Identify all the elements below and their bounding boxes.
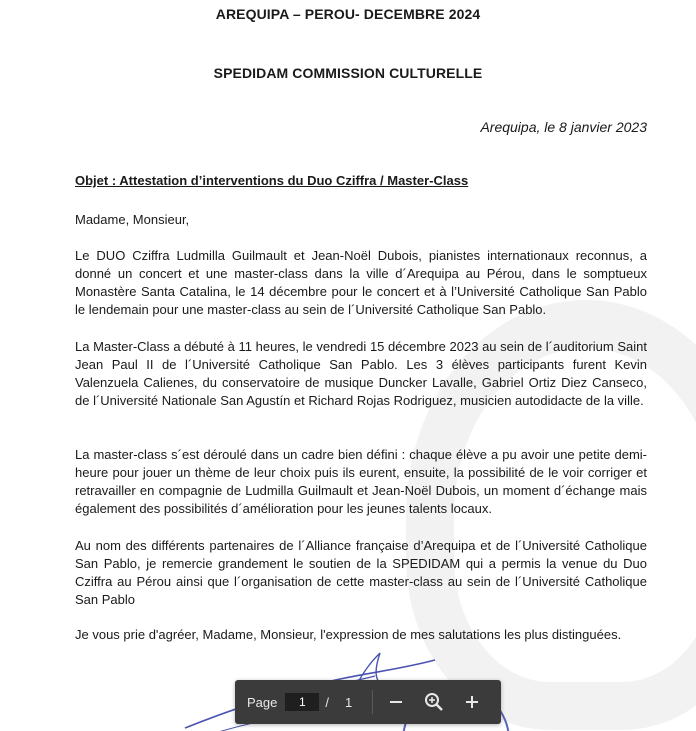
page-separator: /	[325, 694, 329, 710]
minus-icon	[388, 694, 404, 710]
zoom-out-button[interactable]	[381, 687, 411, 717]
pdf-viewer-toolbar	[235, 680, 501, 724]
zoom-fit-button[interactable]	[419, 687, 449, 717]
header-commission: SPEDIDAM COMMISSION CULTURELLE	[213, 65, 483, 81]
salutation: Madame, Monsieur,	[75, 212, 190, 227]
total-pages: 1	[345, 694, 353, 710]
paragraph-1: Le DUO Cziffra Ludmilla Guilmault et Jean-Noël Dubois, pianistes internationaux reconnus, a donné un concert et une master-class dans la ville d´Arequipa au Pérou, dans le somptueux Monastère Santa Catalina, le 14 décembre pour le concert et à l’Université Catholique San Pablo le lendemain pour une master-class au sein de l´Université Catholique San Pablo.	[75, 248, 647, 317]
header-location-date: AREQUIPA – PEROU- DECEMBRE 2024	[215, 6, 481, 22]
paragraph-2: La Master-Class a débuté à 11 heures, le vendredi 15 décembre 2023 au sein de l´auditorium Saint Jean Paul II de l´Université Catholique San Pablo. Les 3 élèves participants furent Kevin Valenzuela Calienes, du conservatoire de musique Duncker Lavalle, Gabriel Ortiz Diez Canseco, de l´Université Nationale San Agustín et Richard Rojas Rodriguez, musicien autodidacte de la ville.	[75, 339, 647, 408]
magnifier-icon	[424, 692, 444, 712]
closing-formula: Je vous prie d'agréer, Madame, Monsieur, l'expression de mes salutations les plus distinguées.	[75, 627, 622, 642]
plus-icon	[464, 694, 480, 710]
paragraph-3: La master-class s´est déroulé dans un cadre bien défini : chaque élève a pu avoir une petite demi-heure pour jouer un thème de leur choix puis ils eurent, ensuite, la possibilité de le voir corriger et retravailler en compagnie de Ludmilla Guilmault et Jean-Noël Dubois, un moment d´échange mais également des possibilités d´amélioration pour les jeunes talents locaux.	[75, 447, 647, 516]
toolbar-divider	[372, 690, 373, 714]
zoom-in-button[interactable]	[457, 687, 487, 717]
page-label: Page	[247, 694, 278, 710]
paragraph-4: Au nom des différents partenaires de l´Alliance française d’Arequipa et de l´Université Catholique San Pablo, je remercie grandement le soutien de la SPEDIDAM qui a permis la venue du Duo Cziffra au Pérou ainsi que l´organisation de cette master-class au sein de l´Université Catholique San Pablo	[75, 538, 647, 607]
place-date: Arequipa, le 8 janvier 2023	[480, 119, 647, 135]
page-number-input[interactable]	[285, 693, 319, 711]
letter-object: Objet : Attestation d’interventions du Duo Cziffra / Master-Class	[75, 173, 469, 188]
